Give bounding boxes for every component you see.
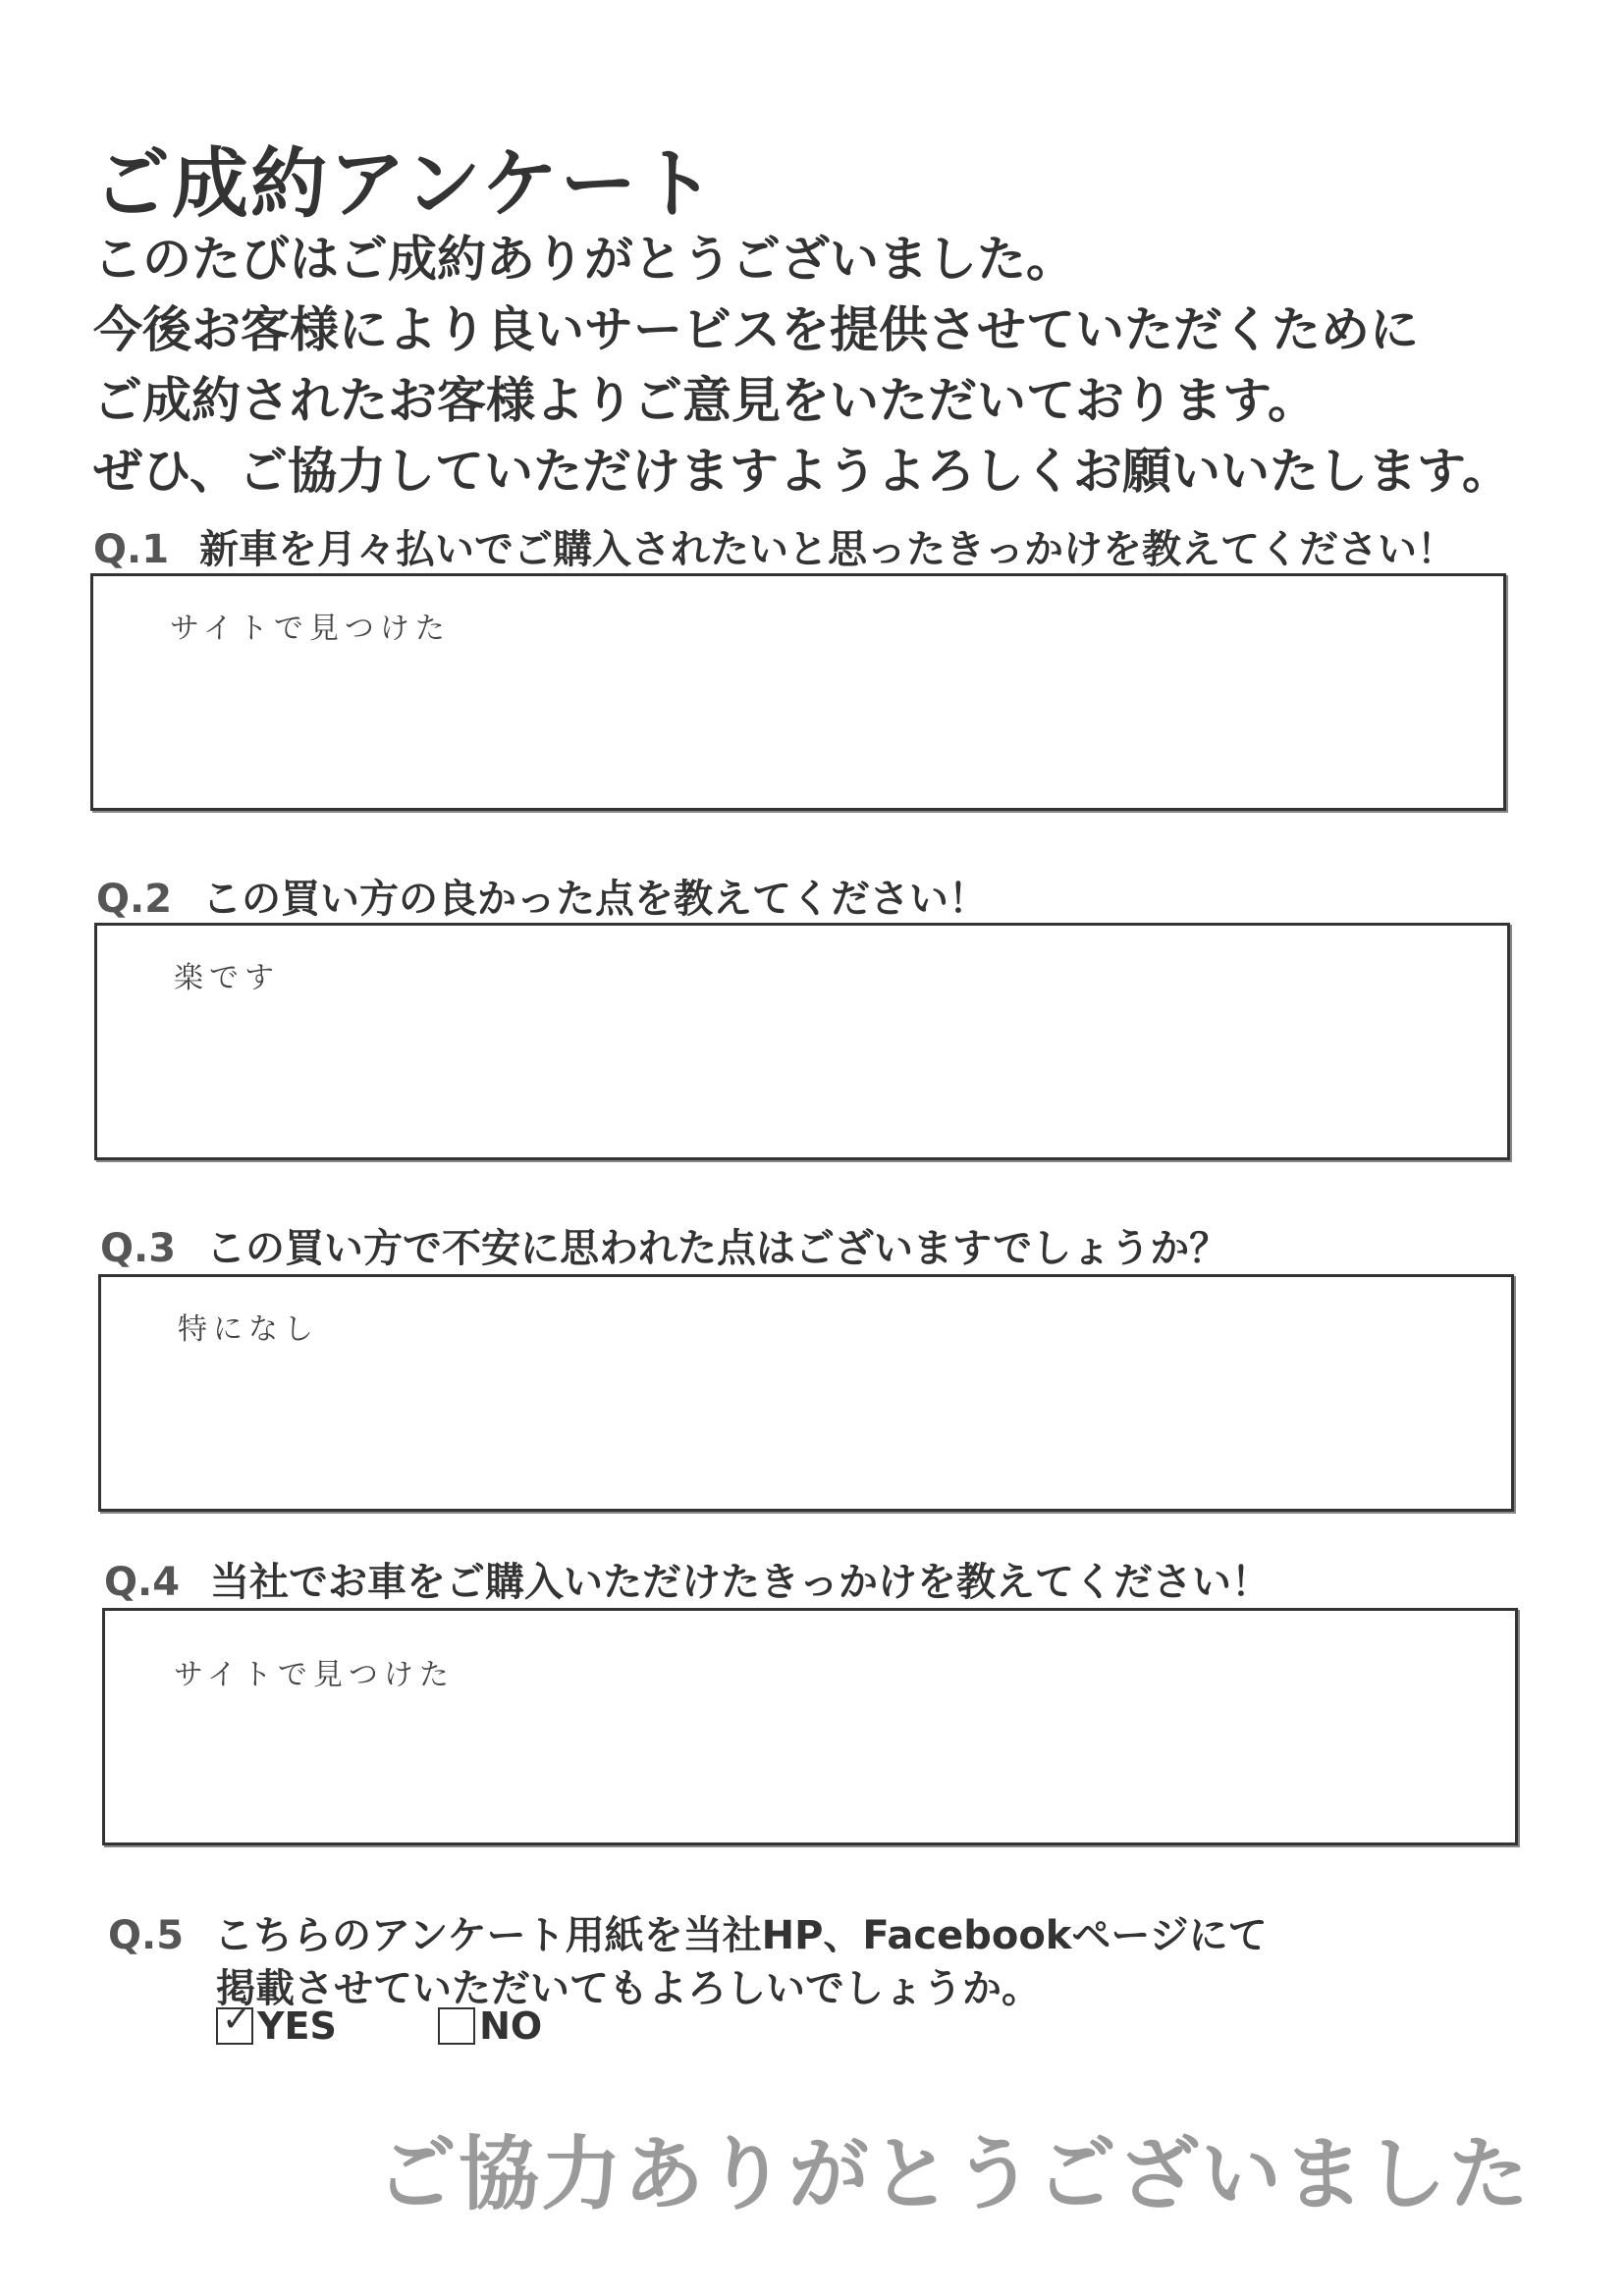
question-number: Q.2 bbox=[96, 877, 173, 922]
answer-box-2[interactable] bbox=[94, 923, 1510, 1160]
question-text: 新車を月々払いでご購入されたいと思ったきっかけを教えてください！ bbox=[199, 527, 1456, 572]
page-title: ご成約アンケート bbox=[93, 140, 718, 229]
question-text: 当社でお車をご購入いただけたきっかけを教えてください！ bbox=[210, 1560, 1271, 1605]
answer-box-3[interactable] bbox=[98, 1274, 1514, 1512]
intro-line: このたびはご成約ありがとうございました。 bbox=[93, 231, 1075, 288]
no-checkbox[interactable] bbox=[438, 2007, 475, 2045]
handwritten-answer: サイトで見つけた bbox=[170, 612, 451, 646]
question-number: Q.3 bbox=[100, 1226, 177, 1271]
question-2 bbox=[96, 868, 988, 924]
question-1 bbox=[93, 518, 1456, 574]
question-3 bbox=[100, 1217, 1228, 1273]
question-text: この買い方で不安に思われた点はございますでしょうか？ bbox=[206, 1226, 1229, 1271]
handwritten-answer: 楽です bbox=[174, 961, 280, 995]
answer-box-4[interactable] bbox=[102, 1608, 1518, 1845]
intro-line: ぜひ、ご協力していただけますようよろしくお願いいたします。 bbox=[93, 443, 1511, 500]
no-label: NO bbox=[479, 2004, 543, 2048]
consent-choices bbox=[216, 2000, 630, 2054]
question-text: こちらのアンケート用紙を当社HP、Facebookページにて bbox=[214, 1913, 1268, 1958]
yes-checkbox[interactable] bbox=[216, 2000, 253, 2045]
thank-you-message: ご協力ありがとうございました bbox=[375, 2128, 1531, 2221]
intro-line: 今後お客様により良いサービスを提供させていただくために bbox=[93, 301, 1419, 358]
check-mark-icon: ✓ bbox=[222, 2000, 252, 2040]
question-number: Q.1 bbox=[93, 527, 170, 572]
question-number: Q.4 bbox=[104, 1560, 181, 1605]
question-number: Q.5 bbox=[108, 1913, 185, 1958]
handwritten-answer: 特になし bbox=[178, 1312, 319, 1347]
question-5-line-2: 掲載させていただいてもよろしいでしょうか。 bbox=[216, 1966, 1041, 2011]
question-5 bbox=[108, 1904, 1268, 1960]
yes-option[interactable] bbox=[216, 2000, 337, 2048]
yes-label: YES bbox=[257, 2004, 337, 2048]
question-text: この買い方の良かった点を教えてください！ bbox=[202, 877, 988, 922]
handwritten-answer: サイトで見つけた bbox=[174, 1658, 455, 1692]
answer-box-1[interactable] bbox=[90, 573, 1506, 811]
intro-line: ご成約されたお客様よりご意見をいただいております。 bbox=[93, 372, 1317, 429]
intro-text bbox=[93, 224, 1511, 507]
question-4 bbox=[104, 1551, 1271, 1607]
no-option[interactable] bbox=[438, 2004, 542, 2048]
